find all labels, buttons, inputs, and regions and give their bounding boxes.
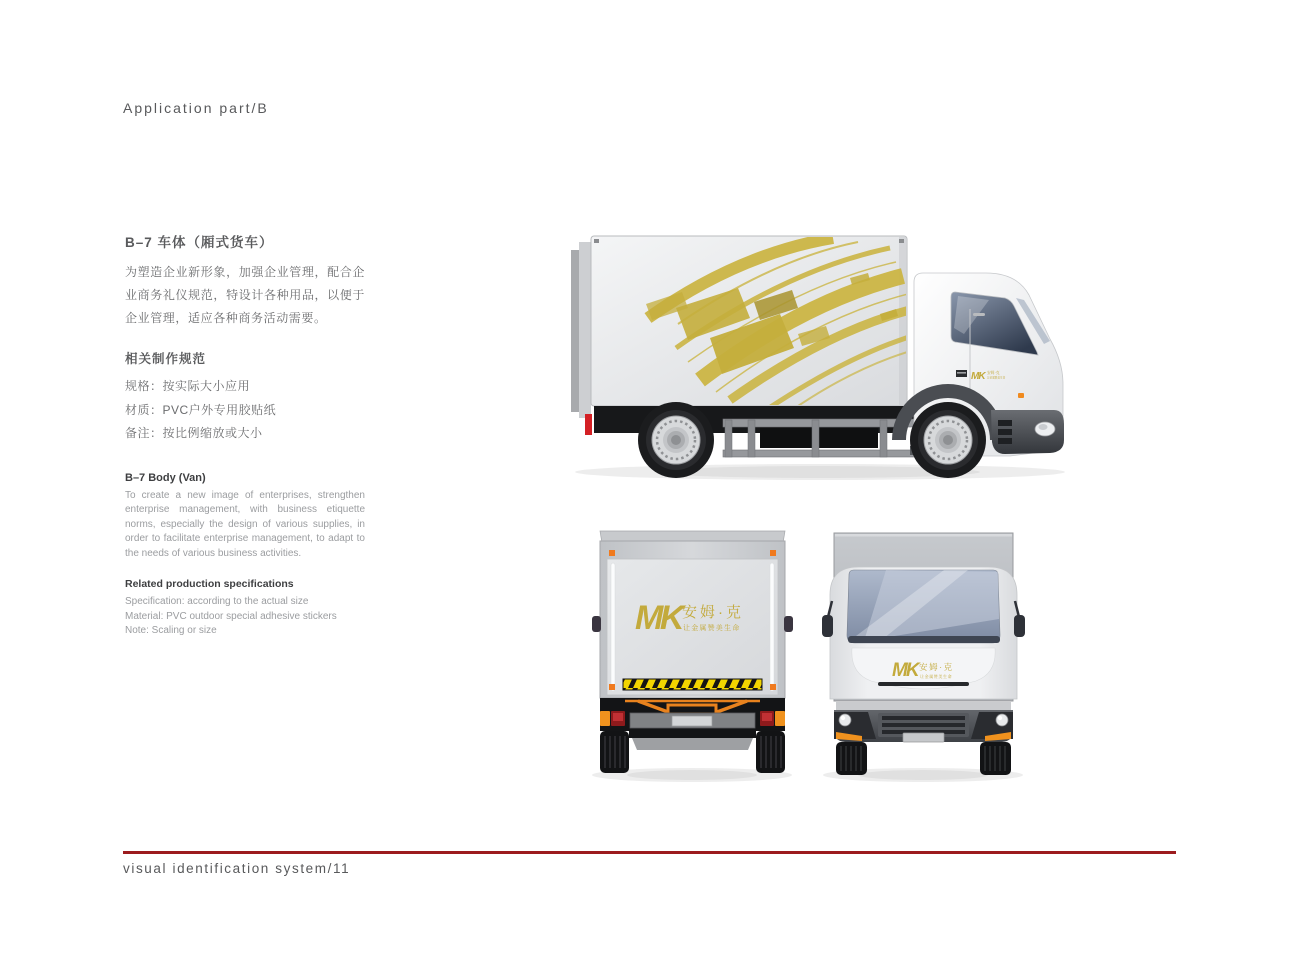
left-text-column <box>125 231 365 639</box>
en-intro-paragraph: To create a new image of enterprises, strengthen enterprise management, with business etiquette norms, especially the design of various supplies, in order to facilitate enterprise management, to adapt to the needs of various business activities. <box>125 489 365 559</box>
under-step <box>632 738 753 750</box>
windshield <box>847 570 1000 643</box>
en-section-title: B–7 Body (Van) <box>125 471 206 484</box>
footer-text: visual identification system/11 <box>123 861 351 876</box>
door-handle <box>973 313 985 316</box>
cn-specs-title: 相关制作规范 <box>125 352 207 366</box>
left-marker-stub <box>592 616 601 632</box>
rear-door-logo <box>635 599 744 637</box>
cn-spec-size: 规格：按实际大小应用 <box>125 379 251 393</box>
cn-section-title: B–7 车体（厢式货车） <box>125 235 274 250</box>
truck-front-view-illustration <box>816 523 1032 787</box>
license-plate <box>672 716 712 726</box>
brand-slogan-cn: 让金属赞美生命 <box>987 376 1006 380</box>
en-specs-title: Related production specifications <box>125 578 294 590</box>
mk-monogram-text: MK <box>971 371 985 382</box>
cn-intro-paragraph: 为塑造企业新形象，加强企业管理，配合企业商务礼仪规范，特设计各种用品，以便于企业管理，适应各种商务活动需要。 <box>125 265 365 325</box>
cn-spec-note: 备注：按比例缩放或大小 <box>125 426 263 440</box>
front-wheel <box>910 402 986 478</box>
bumper-top-bar <box>836 702 1011 710</box>
truck-side-view-illustration <box>558 214 1073 486</box>
brand-slogan-cn: 让金属赞美生命 <box>683 625 741 632</box>
brand-name-cn: 安姆·克 <box>987 371 1000 375</box>
headlight-left <box>839 714 851 726</box>
en-spec-note: Note: Scaling or size <box>125 625 217 636</box>
page-title: Application part/B <box>123 100 269 116</box>
right-marker-stub <box>784 616 793 632</box>
headlight-right <box>996 714 1008 726</box>
en-spec-material: Material: PVC outdoor special adhesive stickers <box>125 610 337 622</box>
front-hood-logo <box>892 660 954 681</box>
truck-shadow <box>575 464 1065 480</box>
mk-monogram-text: MK <box>635 599 681 637</box>
brand-slogan-cn: 让金属赞美生命 <box>920 674 953 679</box>
front-bumper <box>991 410 1064 454</box>
brand-name-cn: 安姆·克 <box>919 662 954 672</box>
mk-monogram-text: MK <box>892 660 918 681</box>
footer-divider-line <box>123 851 1176 854</box>
license-plate <box>903 733 944 742</box>
hood-vent-slit <box>878 682 969 686</box>
en-spec-size: Specification: according to the actual size <box>125 596 309 607</box>
rear-wheel <box>638 402 714 478</box>
cn-spec-material: 材质：PVC户外专用胶贴纸 <box>125 402 277 417</box>
front-bumper-assembly <box>834 710 1013 742</box>
truck-rear-view-illustration <box>580 523 806 787</box>
side-marker-light <box>1018 393 1024 398</box>
brand-name-cn: 安姆·克 <box>682 604 744 621</box>
en-text-block <box>125 472 365 639</box>
hazard-stripe <box>623 679 762 690</box>
